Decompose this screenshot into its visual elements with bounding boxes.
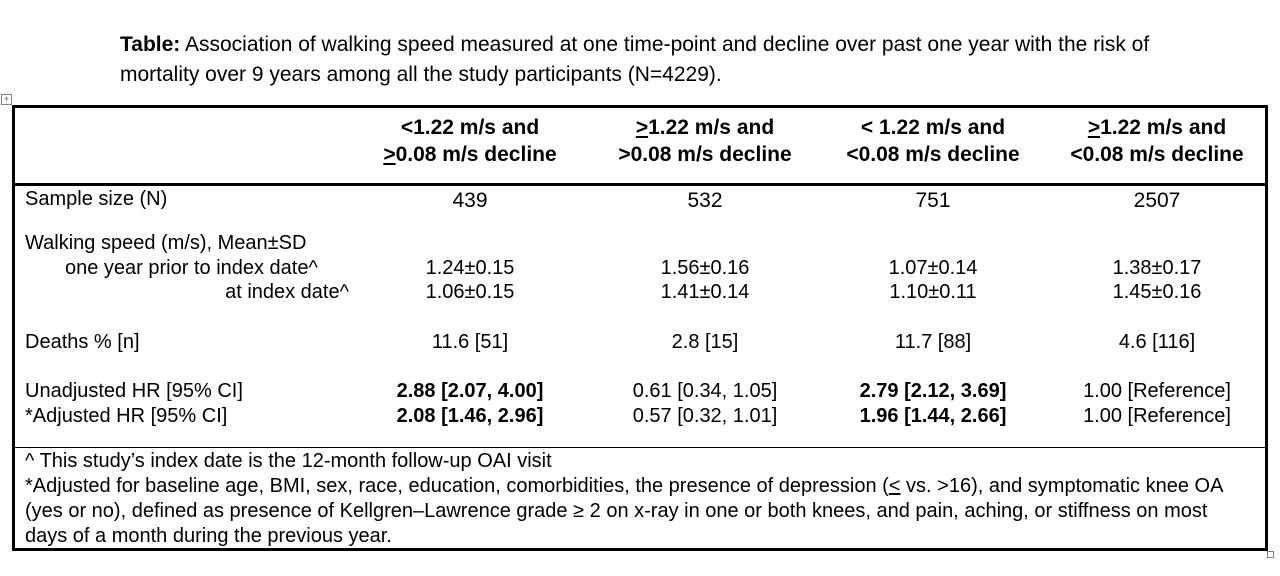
row-label-unadjusted-hr: Unadjusted HR [95% CI] [25, 380, 243, 402]
unadjusted-hr-col4: 1.00 [Reference] [1083, 380, 1231, 402]
index-speed-col4: 1.45±0.16 [1112, 281, 1202, 303]
prior-speed-col3: 1.07±0.14 [888, 257, 978, 279]
column-header-4: >1.22 m/s and <0.08 m/s decline [1070, 116, 1244, 166]
caption-label: Table: [120, 33, 181, 56]
footnote-adjustment: *Adjusted for baseline age, BMI, sex, race, education, comorbidities, the presence of depression (< vs. >16), and symptomatic knee OA (yes or no), defined as presence of Kellgren–Lawrence grade ≥ 2 on x-ray in one or both knees, and pain, aching, or stiffness on most days of a month during the previous year. [25, 475, 1223, 547]
index-speed-col1: 1.06±0.15 [425, 281, 515, 303]
adjusted-hr-col2: 0.57 [0.32, 1.01] [632, 405, 778, 427]
footnote-divider [15, 447, 1265, 448]
adjusted-hr-col1: 2.08 [1.46, 2.96] [396, 405, 544, 427]
row-label-adjusted-hr: *Adjusted HR [95% CI] [25, 405, 228, 427]
unadjusted-hr-col2: 0.61 [0.34, 1.05] [632, 380, 778, 402]
prior-speed-col2: 1.56±0.16 [660, 257, 750, 279]
column-header-1: <1.22 m/s and >0.08 m/s decline [383, 116, 557, 166]
row-label-index: at index date^ [225, 281, 349, 303]
sample-size-col4: 2507 [1133, 189, 1181, 212]
row-label-sample-size: Sample size (N) [25, 188, 168, 210]
column-header-3: < 1.22 m/s and <0.08 m/s decline [846, 116, 1020, 166]
results-table [12, 105, 1268, 551]
prior-speed-col1: 1.24±0.15 [425, 257, 515, 279]
row-label-deaths: Deaths % [n] [25, 331, 140, 353]
deaths-col4: 4.6 [116] [1118, 331, 1196, 353]
adjusted-hr-col4: 1.00 [Reference] [1083, 405, 1231, 427]
sample-size-col3: 751 [915, 189, 951, 212]
sample-size-col2: 532 [687, 189, 723, 212]
deaths-col1: 11.6 [51] [431, 331, 509, 353]
unadjusted-hr-col3: 2.79 [2.12, 3.69] [859, 380, 1007, 402]
deaths-col3: 11.7 [88] [894, 331, 972, 353]
prior-speed-col4: 1.38±0.17 [1112, 257, 1202, 279]
unadjusted-hr-col1: 2.88 [2.07, 4.00] [396, 380, 544, 402]
column-header-2: >1.22 m/s and >0.08 m/s decline [618, 116, 792, 166]
index-speed-col3: 1.10±0.11 [889, 281, 977, 303]
row-label-prior: one year prior to index date^ [65, 257, 318, 279]
deaths-col2: 2.8 [15] [671, 331, 739, 353]
index-speed-col2: 1.41±0.14 [660, 281, 750, 303]
table-resize-icon[interactable] [1267, 551, 1274, 558]
footnote-index-date: ^ This study’s index date is the 12-month follow-up OAI visit [25, 450, 552, 472]
row-label-walking-speed: Walking speed (m/s), Mean±SD [25, 232, 307, 254]
sample-size-col1: 439 [452, 189, 488, 212]
table-move-icon[interactable]: + [1, 94, 12, 105]
adjusted-hr-col3: 1.96 [1.44, 2.66] [859, 405, 1007, 427]
caption-text: Association of walking speed measured at one time-point and decline over past one year with the risk of mortality over 9 years among all the study participants (N=4229). [120, 33, 1150, 86]
header-divider [15, 183, 1265, 186]
table-caption [120, 30, 1160, 90]
